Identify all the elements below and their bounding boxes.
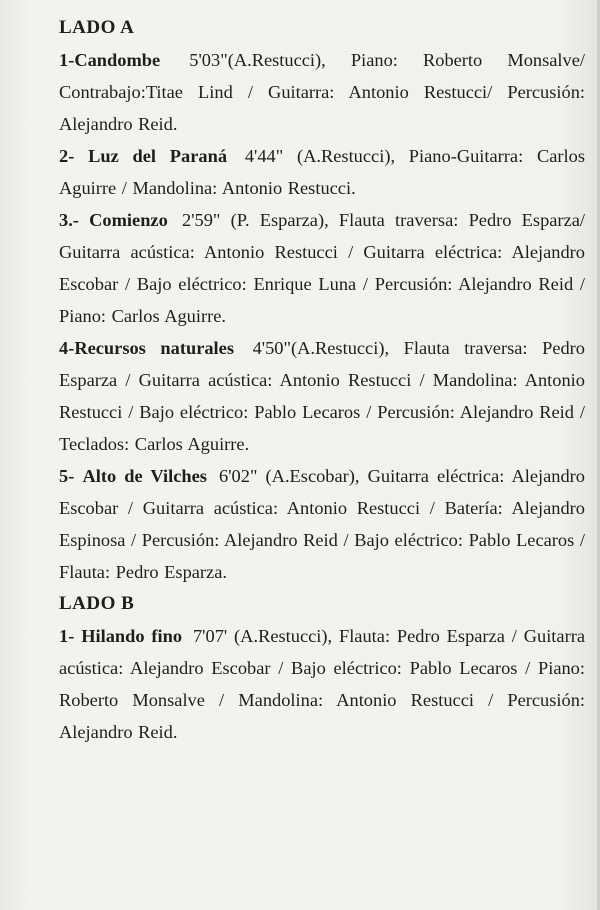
track-a1: [59, 44, 585, 140]
track-a5: [59, 460, 585, 588]
side-a-heading: LADO A: [59, 17, 135, 38]
track-b1: [59, 620, 585, 748]
track-number: 4-: [59, 338, 75, 358]
track-details: 4'50"(A.Restucci), Flauta traversa: Pedro Esparza / Guitarra acústica: Antonio Restucci / Mandolina: Antonio Restucci / Bajo eléctrico: Pablo Lecaros / Percusión: Alejandro Reid / Teclados: Carlos Aguirre.: [59, 338, 585, 454]
track-title: Recursos naturales: [74, 338, 234, 358]
track-details: 2'59" (P. Esparza), Flauta traversa: Pedro Esparza/ Guitarra acústica: Antonio Restucci / Guitarra eléctrica: Alejandro Escobar / Bajo eléctrico: Enrique Luna / Percusión: Alejandro Reid / Piano: Carlos Aguirre.: [59, 210, 585, 326]
track-number: 1-: [59, 50, 75, 70]
track-title: Hilando fino: [81, 626, 183, 646]
track-title: Luz del Paraná: [88, 146, 228, 166]
track-a3: [59, 204, 585, 332]
track-details: 5'03"(A.Restucci), Piano: Roberto Monsalve/ Contrabajo:Titae Lind / Guitarra: Antonio Restucci/ Percusión: Alejandro Reid.: [59, 50, 585, 134]
track-title: Comienzo: [89, 210, 168, 230]
track-details: 7'07' (A.Restucci), Flauta: Pedro Esparza / Guitarra acústica: Alejandro Escobar / Bajo eléctrico: Pablo Lecaros / Piano: Roberto Monsalve / Mandolina: Antonio Restucci / Percusión: Alejandro Reid.: [59, 626, 585, 742]
track-details: 6'02" (A.Escobar), Guitarra eléctrica: Alejandro Escobar / Guitarra acústica: Antonio Restucci / Batería: Alejandro Espinosa / Percusión: Alejandro Reid / Bajo eléctrico: Pablo Lecaros / Flauta: Pedro Esparza.: [59, 466, 585, 582]
track-a2: [59, 140, 585, 204]
track-number: 1-: [59, 626, 75, 646]
track-number: 3.-: [59, 210, 79, 230]
track-number: 2-: [59, 146, 75, 166]
track-title: Alto de Vilches: [82, 466, 207, 486]
track-title: Candombe: [74, 50, 161, 70]
track-a4: [59, 332, 585, 460]
track-details: 4'44" (A.Restucci), Piano-Guitarra: Carlos Aguirre / Mandolina: Antonio Restucci.: [59, 146, 585, 198]
track-number: 5-: [59, 466, 75, 486]
side-b-heading: LADO B: [59, 593, 135, 614]
